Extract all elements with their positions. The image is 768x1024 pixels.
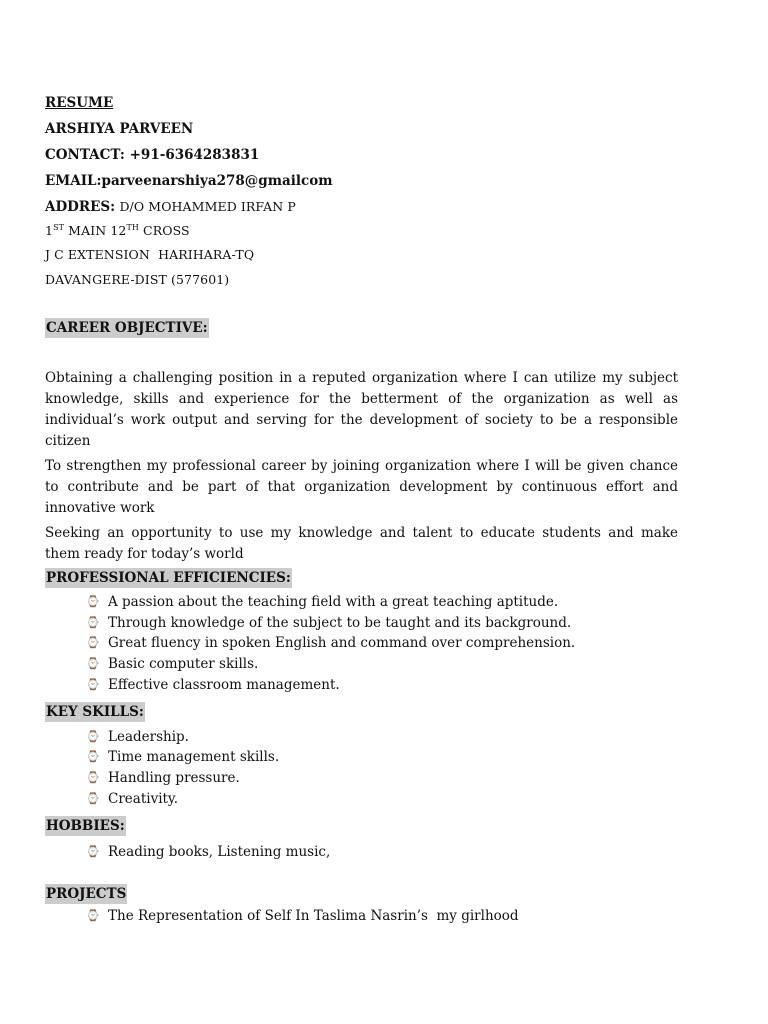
list-item bbox=[86, 675, 678, 696]
hobbies-heading: HOBBIES: bbox=[46, 818, 125, 835]
projects-section bbox=[45, 883, 678, 904]
clock-bullet-icon: ⌚ bbox=[86, 845, 100, 859]
address-line-4: DAVANGERE-DIST (577601) bbox=[45, 272, 230, 287]
clock-bullet-icon: ⌚ bbox=[86, 750, 100, 764]
address-line-3: J C EXTENSION HARIHARA-TQ bbox=[45, 247, 255, 262]
list-item-text: Great fluency in spoken English and command over comprehension. bbox=[108, 635, 576, 652]
list-item bbox=[86, 747, 678, 768]
address-line-1 bbox=[45, 197, 678, 221]
list-item bbox=[86, 906, 678, 927]
resume-document bbox=[45, 93, 678, 927]
clock-bullet-icon: ⌚ bbox=[86, 595, 100, 608]
list-item-text: Handling pressure. bbox=[108, 769, 240, 786]
contact-value: +91-6364283831 bbox=[129, 147, 260, 163]
career-objective-section bbox=[45, 317, 678, 338]
list-item bbox=[86, 592, 678, 613]
clock-bullet-icon: ⌚ bbox=[86, 636, 100, 650]
hobbies-section bbox=[45, 815, 678, 836]
applicant-name: ARSHIYA PARVEEN bbox=[45, 121, 194, 137]
address-line-2-sup-1: ST bbox=[53, 223, 65, 232]
resume-heading: RESUME bbox=[45, 95, 114, 111]
email-label: EMAIL: bbox=[45, 173, 102, 189]
list-item bbox=[86, 613, 678, 634]
address-value-1: D/O MOHAMMED IRFAN P bbox=[119, 199, 296, 214]
contact-line bbox=[45, 145, 678, 171]
address-label: ADDRES: bbox=[45, 199, 116, 215]
clock-bullet-icon: ⌚ bbox=[86, 677, 100, 691]
career-objective-paragraph-1: Obtaining a challenging position in a reputed organization where I can utilize my subject knowledge, skills and experience for the betterment of the organization as well as individual’s work output and serving for the development of society to be a responsible citizen bbox=[45, 370, 678, 449]
projects-list bbox=[45, 906, 678, 927]
list-item-text: Effective classroom management. bbox=[108, 676, 340, 693]
clock-bullet-icon: ⌚ bbox=[86, 770, 100, 784]
hobbies-list bbox=[45, 842, 678, 863]
list-item-text: A passion about the teaching field with a great teaching aptitude. bbox=[108, 594, 559, 610]
professional-efficiencies-heading: PROFESSIONAL EFFICIENCIES: bbox=[46, 570, 291, 586]
list-item-text: Creativity. bbox=[108, 790, 179, 807]
list-item-text: Reading books, Listening music, bbox=[108, 844, 331, 861]
address-line-2-part-c: CROSS bbox=[138, 223, 190, 238]
email-line bbox=[45, 171, 678, 197]
address-line-2-sup-2: TH bbox=[126, 223, 139, 232]
address-line-2-part-a: 1 bbox=[45, 223, 54, 238]
clock-bullet-icon: ⌚ bbox=[86, 615, 100, 629]
list-item-text: The Representation of Self In Taslima Nasrin’s my girlhood bbox=[108, 908, 519, 925]
contact-label: CONTACT: bbox=[45, 147, 125, 163]
professional-efficiencies-section bbox=[45, 567, 678, 588]
clock-bullet-icon: ⌚ bbox=[86, 791, 100, 805]
key-skills-section bbox=[45, 701, 678, 722]
career-objective-paragraph-2: To strengthen my professional career by joining organization where I will be given chance to contribute and be part of that organization development by continuous effort and innovative work bbox=[45, 458, 678, 516]
list-item bbox=[86, 633, 678, 654]
projects-heading: PROJECTS bbox=[46, 886, 127, 903]
key-skills-heading: KEY SKILLS: bbox=[46, 703, 144, 720]
clock-bullet-icon: ⌚ bbox=[86, 909, 100, 923]
list-item bbox=[86, 768, 678, 789]
clock-bullet-icon: ⌚ bbox=[86, 657, 100, 671]
list-item bbox=[86, 727, 678, 748]
address-line-2-part-b: MAIN 12 bbox=[64, 223, 127, 238]
key-skills-list bbox=[45, 727, 678, 810]
address-line-2 bbox=[45, 221, 678, 245]
list-item-text: Basic computer skills. bbox=[108, 656, 259, 673]
list-item bbox=[86, 654, 678, 675]
career-objective-paragraph-3: Seeking an opportunity to use my knowledge and talent to educate students and make them ready for today’s world bbox=[45, 525, 678, 562]
professional-efficiencies-list bbox=[45, 592, 678, 696]
list-item-text: Through knowledge of the subject to be taught and its background. bbox=[108, 614, 572, 631]
list-item bbox=[86, 789, 678, 810]
career-objective-heading: CAREER OBJECTIVE: bbox=[46, 320, 208, 336]
list-item-text: Leadership. bbox=[108, 728, 189, 745]
email-value: parveenarshiya278@gmailcom bbox=[101, 173, 333, 189]
clock-bullet-icon: ⌚ bbox=[86, 729, 100, 743]
list-item-text: Time management skills. bbox=[108, 749, 280, 766]
list-item bbox=[86, 842, 678, 863]
